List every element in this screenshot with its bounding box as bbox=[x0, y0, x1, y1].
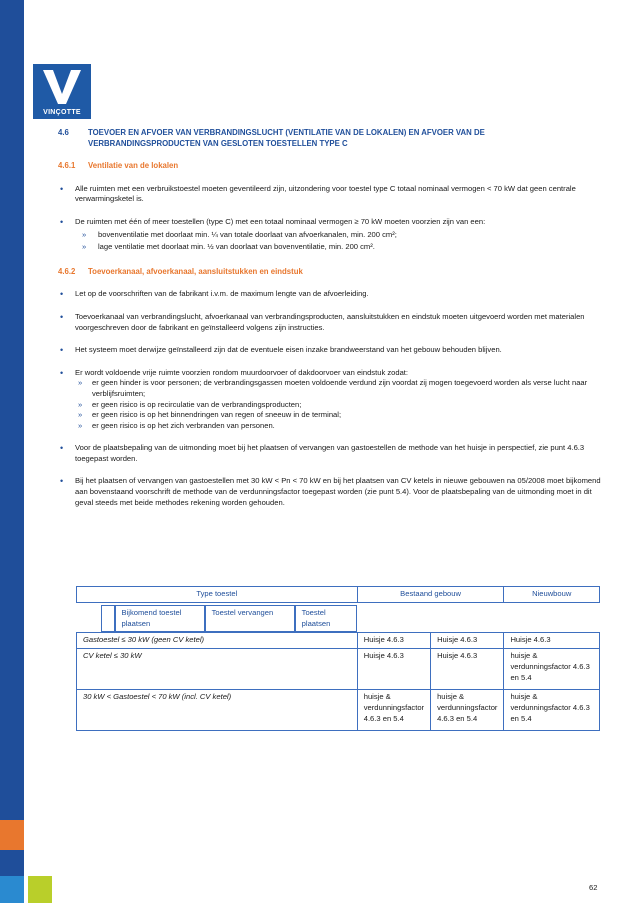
list-item: • Toevoerkanaal van verbrandingslucht, afvoerkanaal van verbrandingsproducten, aansluitstukken en eindstuk moeten uitgevoerd worden met materialen voorgeschreven door de fabrikant en geïnstalleerd volgens zijn instructies. bbox=[60, 311, 585, 332]
table-header-cell: Bestaand gebouw bbox=[357, 587, 504, 603]
table-header-cell: Type toestel bbox=[77, 587, 358, 603]
green-corner-block bbox=[28, 876, 52, 903]
table-cell: huisje & verdunningsfactor 4.6.3 en 5.4 bbox=[357, 690, 430, 731]
page-number: 62 bbox=[589, 883, 598, 892]
table-cell: Huisje 4.6.3 bbox=[357, 633, 430, 649]
table-cell: Huisje 4.6.3 bbox=[431, 633, 504, 649]
subsection-heading-461: 4.6.1 Ventilatie van de lokalen bbox=[58, 161, 179, 171]
subsection-heading-462: 4.6.2 Toevoerkanaal, afvoerkanaal, aansluitstukken en eindstuk bbox=[58, 266, 303, 276]
chevron-right-icon: » bbox=[78, 399, 83, 409]
bullet-icon: • bbox=[60, 367, 64, 378]
sidebar-lightblue-block bbox=[0, 876, 24, 903]
table-cell: huisje & verdunningsfactor 4.6.3 en 5.4 bbox=[431, 690, 504, 731]
table-cell: 30 kW < Gastoestel < 70 kW (incl. CV ketel) bbox=[77, 690, 358, 731]
chevron-right-icon: » bbox=[82, 229, 87, 239]
table-cell: Gastoestel ≤ 30 kW (geen CV ketel) bbox=[77, 633, 358, 649]
bullet-icon: • bbox=[60, 443, 64, 454]
list-item: • Er wordt voldoende vrije ruimte voorzien rondom muurdoorvoer of dakdoorvoer van eindstuk zodat: bbox=[60, 367, 409, 378]
chevron-right-icon: » bbox=[78, 410, 83, 420]
chevron-right-icon: » bbox=[82, 242, 87, 252]
bullet-icon: • bbox=[60, 476, 64, 487]
ventilation-method-table bbox=[76, 586, 600, 731]
sub-list-item: » bovenventilatie met doorlaat min. ¼ van totale doorlaat van afvoerkanalen, min. 200 cm²; bbox=[82, 229, 397, 239]
table-cell: huisje & verdunningsfactor 4.6.3 en 5.4 bbox=[504, 649, 600, 690]
table-row bbox=[77, 633, 600, 649]
sub-list-item: » er geen risico is op het zich verbranden van personen. bbox=[78, 420, 275, 430]
section-number: 4.6 bbox=[58, 128, 69, 137]
sub-list-item: » er geen risico is op recirculatie van de verbrandingsproducten; bbox=[78, 399, 302, 409]
table-cell: Huisje 4.6.3 bbox=[357, 649, 430, 690]
sidebar-orange-block bbox=[0, 820, 24, 850]
logo-text: VINÇOTTE bbox=[43, 109, 81, 116]
list-item: • Let op de voorschriften van de fabrikant i.v.m. de maximum lengte van de afvoerleiding. bbox=[60, 289, 369, 300]
sidebar-decoration bbox=[0, 0, 24, 903]
section-heading bbox=[58, 128, 603, 149]
list-item: • Bij het plaatsen of vervangen van gastoestellen met 30 kW < Pn < 70 kW en bij het plaatsen van CV ketels in nieuwe gebouwen na 05/2008 moet bijkomend aan bovenstaand voorschrift de methode van de verdunningsfactor toegepast worden (zie punt 5.4). Voor de plaatsbepaling van de uitmonding moet in dit geval steeds met beide methodes rekening worden gehouden. bbox=[60, 476, 601, 507]
table-row bbox=[77, 690, 600, 731]
section-title: TOEVOER EN AFVOER VAN VERBRANDINGSLUCHT (VENTILATIE VAN DE LOKALEN) EN AFVOER VAN DE VERBRANDINGSPRODUCTEN VAN GESLOTEN TOESTELLEN TYPE C bbox=[88, 128, 485, 148]
bullet-icon: • bbox=[60, 311, 64, 322]
list-item: • Voor de plaatsbepaling van de uitmonding moet bij het plaatsen of vervangen van gastoestellen de methode van het huisje in perspectief, zie punt 4.6.3 toegepast worden. bbox=[60, 443, 585, 463]
chevron-right-icon: » bbox=[78, 378, 83, 388]
table-subheader-cell: Toestel plaatsen bbox=[295, 605, 358, 633]
document-body bbox=[58, 128, 603, 508]
sub-list-item: » er geen risico is op het binnendringen van regen of sneeuw in de terminal; bbox=[78, 410, 342, 420]
table-cell: CV ketel ≤ 30 kW bbox=[77, 649, 358, 690]
bullet-icon: • bbox=[60, 183, 64, 194]
logo-v-icon bbox=[41, 68, 83, 106]
sub-list-item: » lage ventilatie met doorlaat min. ½ van doorlaat van bovenventilatie, min. 200 cm². bbox=[82, 242, 375, 252]
list-item: • Het systeem moet derwijze geïnstalleerd zijn dat de eventuele eisen inzake brandweerstand van het gebouw behouden blijven. bbox=[60, 345, 502, 356]
table-header-cell: Nieuwbouw bbox=[504, 587, 600, 603]
sub-list-item: » er geen hinder is voor personen; de verbrandingsgassen moeten voldoende verdund zijn voordat zij mogen toegevoerd worden als verse lucht naar verblijfsruimten; bbox=[78, 378, 588, 398]
table-header-row bbox=[77, 587, 600, 603]
bullet-icon: • bbox=[60, 289, 64, 300]
sidebar-navy-block bbox=[0, 850, 24, 876]
list-item: • De ruimten met één of meer toestellen (type C) met een totaal nominaal vermogen ≥ 70 kW moeten voorzien zijn van een: bbox=[60, 216, 486, 227]
table-subheader-cell: Toestel vervangen bbox=[205, 605, 295, 633]
table-cell-empty bbox=[101, 605, 115, 633]
table-subheader-cell: Bijkomend toestel plaatsen bbox=[115, 605, 205, 633]
sidebar-blue-bar bbox=[0, 0, 24, 820]
table-cell: Huisje 4.6.3 bbox=[431, 649, 504, 690]
table-cell: huisje & verdunningsfactor 4.6.3 en 5.4 bbox=[504, 690, 600, 731]
bullet-icon: • bbox=[60, 216, 64, 227]
list-item: • Alle ruimten met een verbruikstoestel moeten geventileerd zijn, uitzondering voor toestel type C totaal nominaal vermogen < 70 kW dat geen centrale verwarmingsketel is. bbox=[60, 183, 576, 204]
table-subheader-row bbox=[101, 605, 358, 633]
table-cell: Huisje 4.6.3 bbox=[504, 633, 600, 649]
vincotte-logo bbox=[33, 64, 91, 119]
chevron-right-icon: » bbox=[78, 420, 83, 430]
bullet-icon: • bbox=[60, 345, 64, 356]
table-row bbox=[77, 649, 600, 690]
